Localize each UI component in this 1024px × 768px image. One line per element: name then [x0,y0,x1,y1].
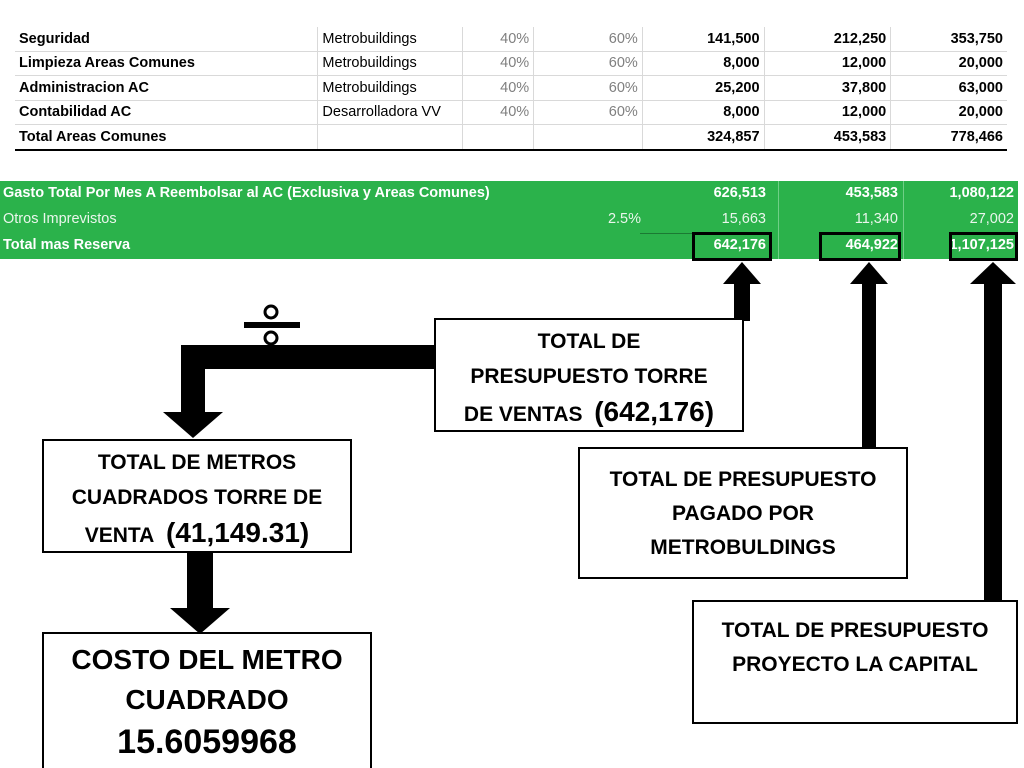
callout-line: COSTO DEL METRO [71,644,343,675]
callout-line [44,515,350,553]
highlight-box-torre-ventas [692,232,772,261]
value3-cell: 20,000 [891,51,1007,76]
empty-cell [534,125,643,150]
elbow-arrow-vertical [181,345,205,415]
callout-la-capital [692,600,1018,724]
row-value2: 11,340 [854,211,898,227]
arrow-up-shaft [862,283,876,449]
callout-line [436,394,742,432]
callout-line: TOTAL DE PRESUPUESTO [721,619,989,642]
total-label: Total Areas Comunes [15,125,318,150]
callout-line: TOTAL DE [537,330,641,353]
pct1-cell: 40% [463,51,534,76]
division-icon [240,303,304,347]
pct2-cell: 60% [534,76,643,101]
value1-cell: 8,000 [642,100,764,125]
callout-metrobuildings [578,447,908,579]
value2-cell: 212,250 [764,27,891,51]
company-cell: Metrobuildings [318,27,463,51]
row-percentage: 2.5% [607,211,641,227]
pct2-cell: 60% [534,27,643,51]
concept-cell: Limpieza Areas Comunes [15,51,318,76]
table-row [15,100,1007,125]
arrow-up-head [970,262,1016,284]
callout-value: 15.6059968 [117,723,297,761]
arrow-up-shaft [984,283,1002,601]
value1-cell: 141,500 [642,27,764,51]
value2-cell: 12,000 [764,51,891,76]
callout-metros-cuadrados [42,439,352,553]
row-value2: 464,922 [845,237,898,253]
row-label: Otros Imprevistos [3,211,117,227]
callout-line: TOTAL DE METROS [97,451,297,474]
value1-cell: 25,200 [642,76,764,101]
table-row [15,76,1007,101]
callout-text: DE VENTAS [463,403,583,426]
row-value1: 15,663 [721,211,766,227]
value3-cell: 20,000 [891,100,1007,125]
callout-torre-ventas [434,318,744,432]
table-row [15,51,1007,76]
value2-cell: 12,000 [764,100,891,125]
row-value3: 27,002 [969,211,1014,227]
arrow-down-shaft [187,552,213,610]
callout-costo-metro [42,632,372,768]
value3-cell: 353,750 [891,27,1007,51]
callout-line: CUADRADOS TORRE DE [71,486,323,509]
total-value1: 324,857 [642,125,764,150]
arrow-up-head [723,262,761,284]
total-value3: 778,466 [891,125,1007,150]
row-value3: 1,080,122 [949,185,1014,201]
elbow-arrow-head [163,412,223,438]
callout-line: METROBULDINGS [650,536,836,559]
concept-cell: Seguridad [15,27,318,51]
company-cell: Metrobuildings [318,76,463,101]
row-value1: 642,176 [713,237,766,253]
callout-line: TOTAL DE PRESUPUESTO [609,468,877,491]
highlight-box-la-capital [949,232,1018,261]
callout-value: (41,149.31) [166,517,310,548]
value2-cell: 37,800 [764,76,891,101]
callout-line: CUADRADO [125,684,289,715]
pct1-cell: 40% [463,27,534,51]
empty-cell [318,125,463,150]
highlight-box-metrobuildings [819,232,901,261]
pct1-cell: 40% [463,100,534,125]
pct2-cell: 60% [534,100,643,125]
callout-text: VENTA [84,524,155,547]
total-value2: 453,583 [764,125,891,150]
callout-line: PRESUPUESTO TORRE [470,365,708,388]
other-contingencies-row [0,207,1018,233]
common-areas-table [15,27,1007,151]
callout-line: PAGADO POR [672,502,814,525]
total-row [15,125,1007,150]
company-cell: Desarrolladora VV [318,100,463,125]
row-label: Gasto Total Por Mes A Reembolsar al AC (Exclusiva y Areas Comunes) [3,185,490,201]
table-row [15,27,1007,51]
value1-cell: 8,000 [642,51,764,76]
elbow-arrow-horizontal [181,345,435,369]
row-value2: 453,583 [845,185,898,201]
row-value1: 626,513 [713,185,766,201]
row-value3: 1,107,125 [949,237,1014,253]
pct1-cell: 40% [463,76,534,101]
arrow-up-shaft [734,283,750,321]
arrow-down-head [170,608,230,634]
callout-line: PROYECTO LA CAPITAL [732,653,978,676]
concept-cell: Administracion AC [15,76,318,101]
empty-cell [463,125,534,150]
row-label: Total mas Reserva [3,237,131,253]
arrow-up-head [850,262,888,284]
total-expense-row [0,181,1018,207]
value3-cell: 63,000 [891,76,1007,101]
company-cell: Metrobuildings [318,51,463,76]
pct2-cell: 60% [534,51,643,76]
callout-value: (642,176) [594,396,715,427]
concept-cell: Contabilidad AC [15,100,318,125]
